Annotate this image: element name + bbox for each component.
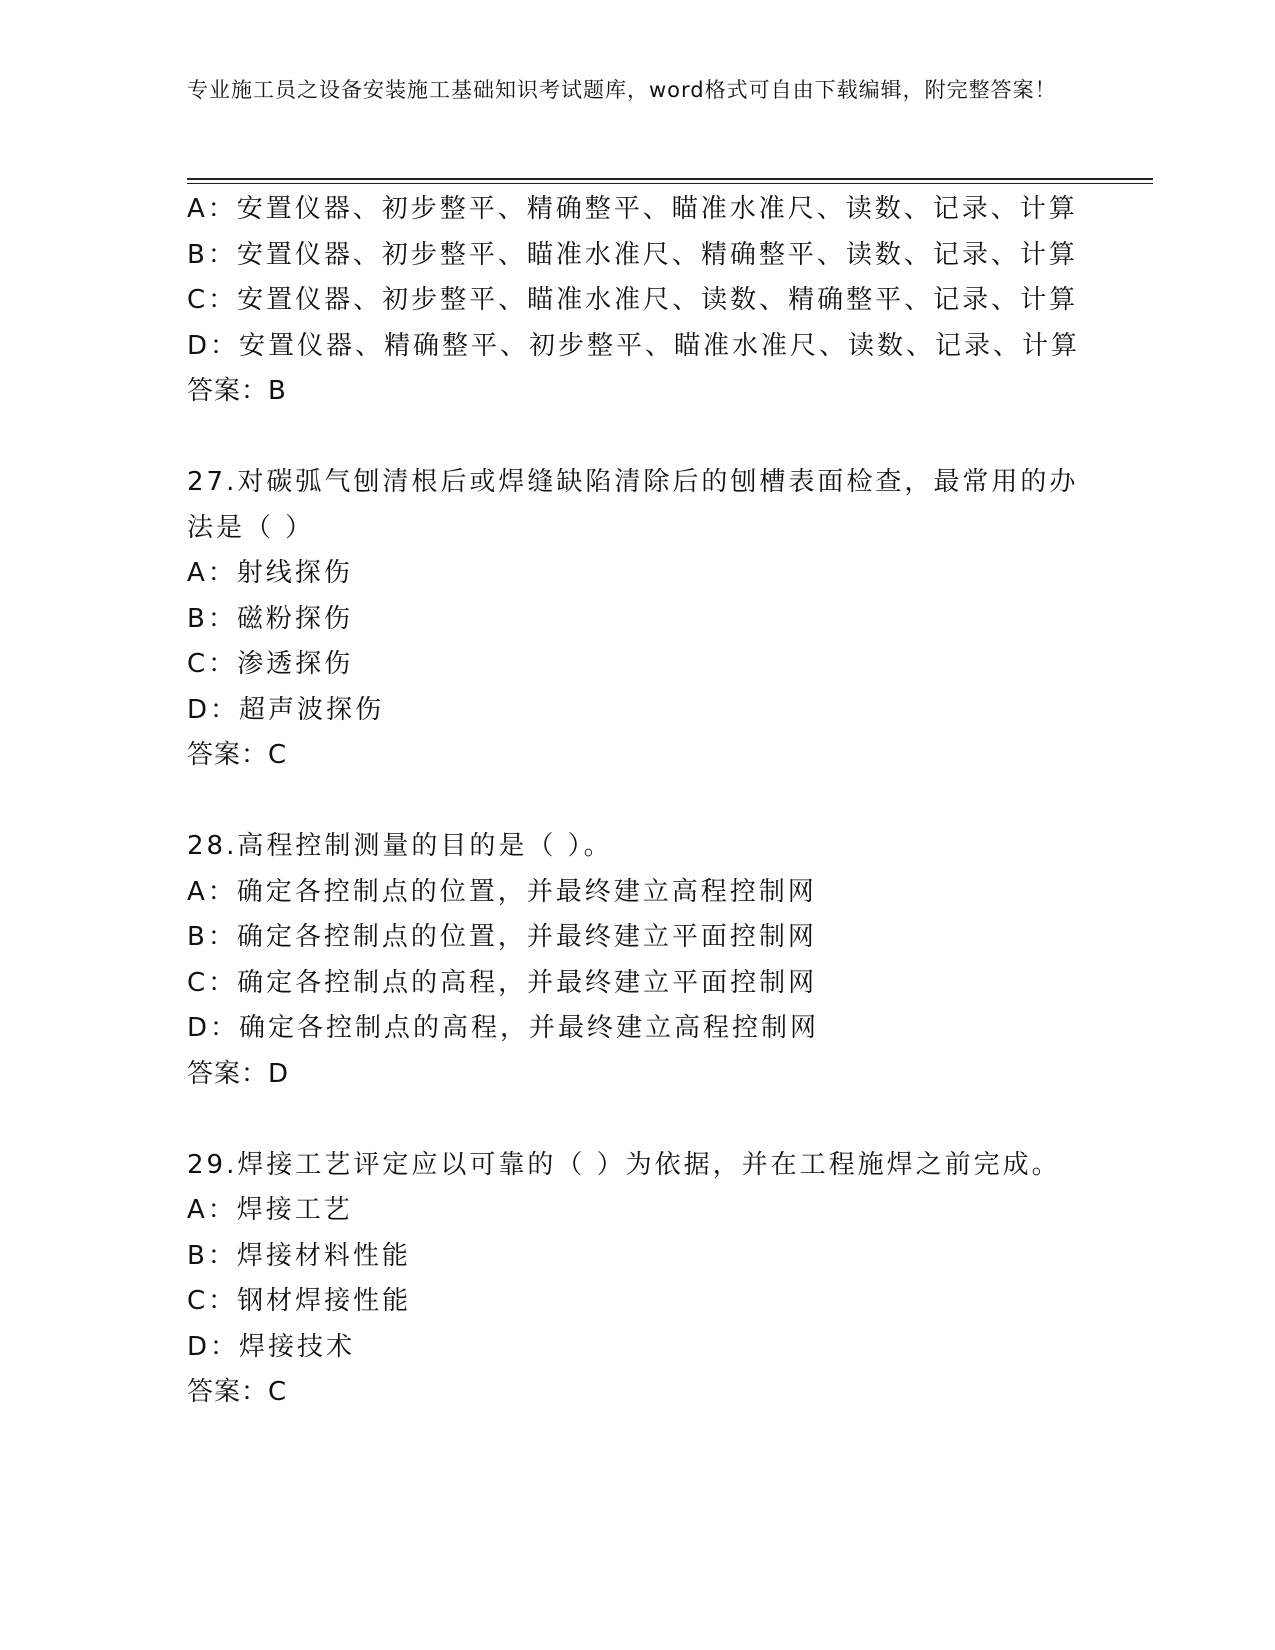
question-29 <box>187 1143 1087 1416</box>
spacer <box>187 415 1087 461</box>
option-d: D：超声波探伤 <box>187 694 385 725</box>
question-27 <box>187 460 1087 779</box>
option-a: A：焊接工艺 <box>187 1195 353 1225</box>
option-b: B：安置仪器、初步整平、瞄准水准尺、精确整平、读数、记录、计算 <box>187 239 1078 270</box>
option-d: D：确定各控制点的高程，并最终建立高程控制网 <box>187 1013 820 1043</box>
question-stem: 27.对碳弧气刨清根后或焊缝缺陷清除后的刨槽表面检查，最常用的办 <box>187 467 1079 497</box>
option-d: D：焊接技术 <box>187 1331 356 1362</box>
document-header: 专业施工员之设备安装施工基础知识考试题库，word格式可自由下载编辑，附完整答案！ <box>187 78 1057 102</box>
spacer <box>187 1097 1087 1143</box>
option-a: A：射线探伤 <box>187 558 353 588</box>
question-26 <box>187 187 1087 415</box>
spacer <box>187 779 1087 825</box>
option-b: B：磁粉探伤 <box>187 603 353 634</box>
option-c: C：确定各控制点的高程，并最终建立平面控制网 <box>187 967 818 998</box>
option-c: C：钢材焊接性能 <box>187 1286 412 1316</box>
option-c: C：渗透探伤 <box>187 649 354 679</box>
header-rule-thin <box>187 183 1153 184</box>
question-list <box>187 187 1087 1416</box>
header-rule-thick <box>187 178 1153 180</box>
question-stem: 29.焊接工艺评定应以可靠的（ ）为依据，并在工程施焊之前完成。 <box>187 1149 1061 1180</box>
option-a: A：确定各控制点的位置，并最终建立高程控制网 <box>187 876 817 907</box>
option-a: A：安置仪器、初步整平、精确整平、瞄准水准尺、读数、记录、计算 <box>187 194 1078 224</box>
answer: 答案：C <box>187 1377 288 1407</box>
option-d: D：安置仪器、精确整平、初步整平、瞄准水准尺、读数、记录、计算 <box>187 330 1081 361</box>
answer: 答案：C <box>187 740 288 770</box>
option-c: C：安置仪器、初步整平、瞄准水准尺、读数、精确整平、记录、计算 <box>187 285 1079 315</box>
option-b: B：确定各控制点的位置，并最终建立平面控制网 <box>187 922 817 952</box>
answer: 答案：D <box>187 1058 290 1089</box>
question-28 <box>187 824 1087 1097</box>
question-stem-continued: 法是（ ） <box>187 512 315 543</box>
question-stem: 28.高程控制测量的目的是（ ）。 <box>187 831 613 861</box>
answer: 答案：B <box>187 376 287 406</box>
option-b: B：焊接材料性能 <box>187 1240 411 1271</box>
